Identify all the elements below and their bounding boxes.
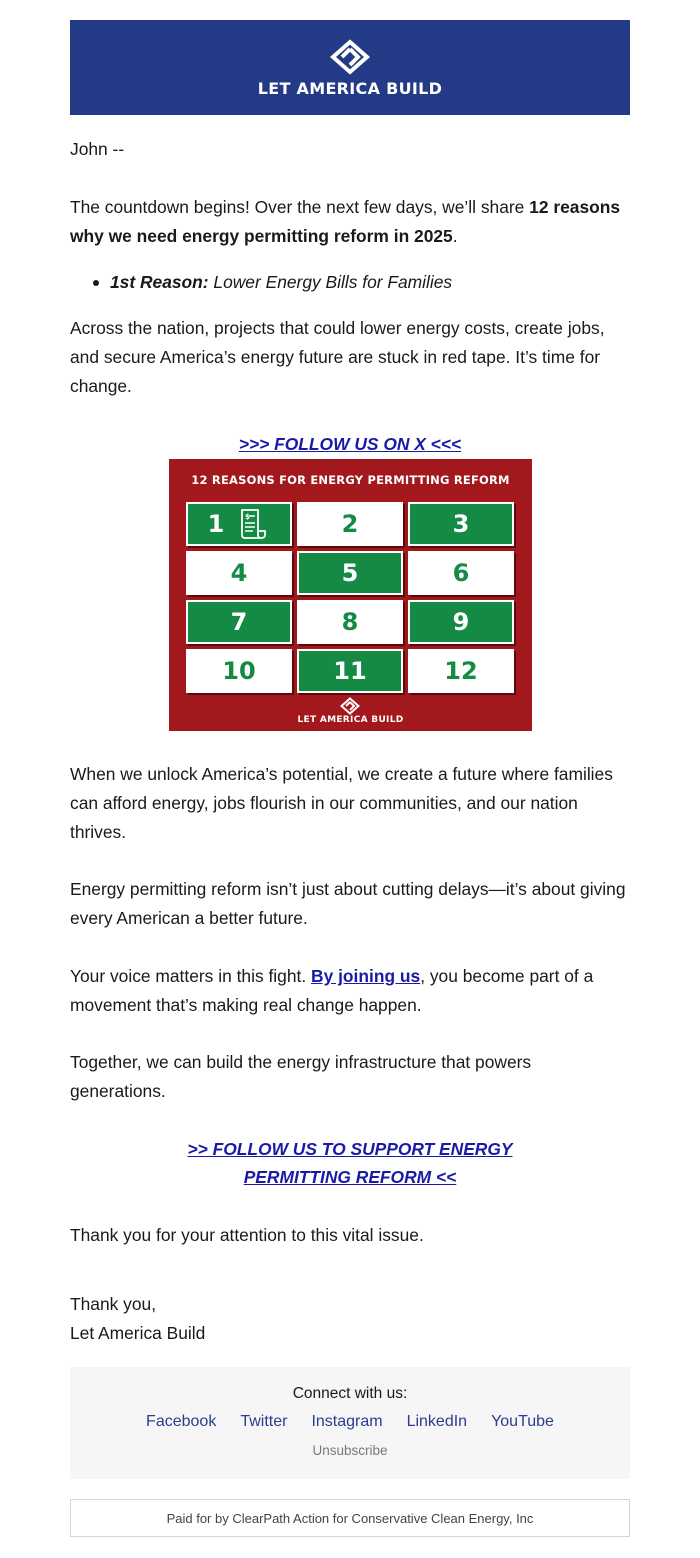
receipt-icon [236,507,270,541]
paragraph-red-tape: Across the nation, projects that could lower energy costs, create jobs, and secure America’s energy future are stuck in red tape. It’s time for change. [70,318,605,396]
paid-for-disclaimer: Paid for by ClearPath Action for Conservative Clean Energy, Inc [70,1499,630,1537]
reasons-grid [186,502,516,692]
graphic-brand: LET AMERICA BUILD [297,715,404,725]
follow-us-on-x-link[interactable]: >>> FOLLOW US ON X <<< [238,434,462,454]
diamond-logo-icon [338,697,362,715]
list-item-first-reason [110,268,452,297]
join-us-link[interactable]: By joining us [311,966,421,986]
support-link-line2: PERMITTING REFORM << [243,1167,457,1187]
graphic-title: 12 REASONS FOR ENERGY PERMITTING REFORM [191,473,510,487]
unsubscribe-link[interactable]: Unsubscribe [312,1443,388,1458]
intro-text: The countdown begins! Over the next few days, we’ll share [70,197,530,217]
reason-cell: 12 [408,649,514,693]
paragraph-reform: Energy permitting reform isn’t just about cutting delays—it’s about giving every American a better future. [70,879,626,928]
cell-number: 1 [207,510,225,538]
paragraph-potential: When we unlock America’s potential, we create a future where families can afford energy, jobs flourish in our communities, and our nation thrives. [70,764,613,842]
intro-bold: 12 reasons why we need energy permitting reform in 2025 [70,197,621,246]
facebook-link[interactable]: Facebook [146,1413,217,1430]
greeting: John -- [70,139,125,159]
reason-text: Lower Energy Bills for Families [208,272,453,292]
instagram-link[interactable]: Instagram [311,1413,383,1430]
support-link-line1: >> FOLLOW US TO SUPPORT ENERGY [187,1139,513,1159]
signoff-name: Let America Build [70,1323,206,1343]
voice-text: Your voice matters in this fight. [70,966,312,986]
signoff-line: Thank you, [70,1294,157,1314]
twelve-reasons-graphic[interactable] [169,459,532,731]
reason-cell: 3 [408,502,514,546]
intro-end: . [452,226,458,246]
reason-cell: 4 [186,551,292,595]
reason-cell: 5 [297,551,403,595]
brand-name: LET AMERICA BUILD [257,79,443,98]
reason-cell: 9 [408,600,514,644]
reason-cell: 2 [297,502,403,546]
email-footer [70,1367,630,1479]
reason-cell: 7 [186,600,292,644]
youtube-link[interactable]: YouTube [491,1413,554,1430]
paragraph-together: Together, we can build the energy infrastructure that powers generations. [70,1052,532,1101]
reason-cell: 6 [408,551,514,595]
reason-cell: 8 [297,600,403,644]
support-reform-link[interactable] [70,1135,630,1191]
paragraph-thanks: Thank you for your attention to this vital issue. [70,1225,424,1245]
intro-paragraph [70,193,630,251]
reason-cell: 11 [297,649,403,693]
voice-text-end: , you become part of a movement that’s making real change happen. [70,966,594,1015]
svg-text:$: $ [245,513,251,521]
linkedin-link[interactable]: LinkedIn [406,1413,468,1430]
reason-cell: 10 [186,649,292,693]
twitter-link[interactable]: Twitter [240,1413,288,1430]
diamond-logo-icon [327,39,373,75]
email-header-banner [70,20,630,115]
paragraph-voice [70,962,630,1020]
reason-label: 1st Reason: [110,272,209,292]
reason-cell [186,502,292,546]
connect-label: Connect with us: [292,1385,408,1402]
social-links [70,1413,630,1431]
signoff [70,1290,630,1348]
